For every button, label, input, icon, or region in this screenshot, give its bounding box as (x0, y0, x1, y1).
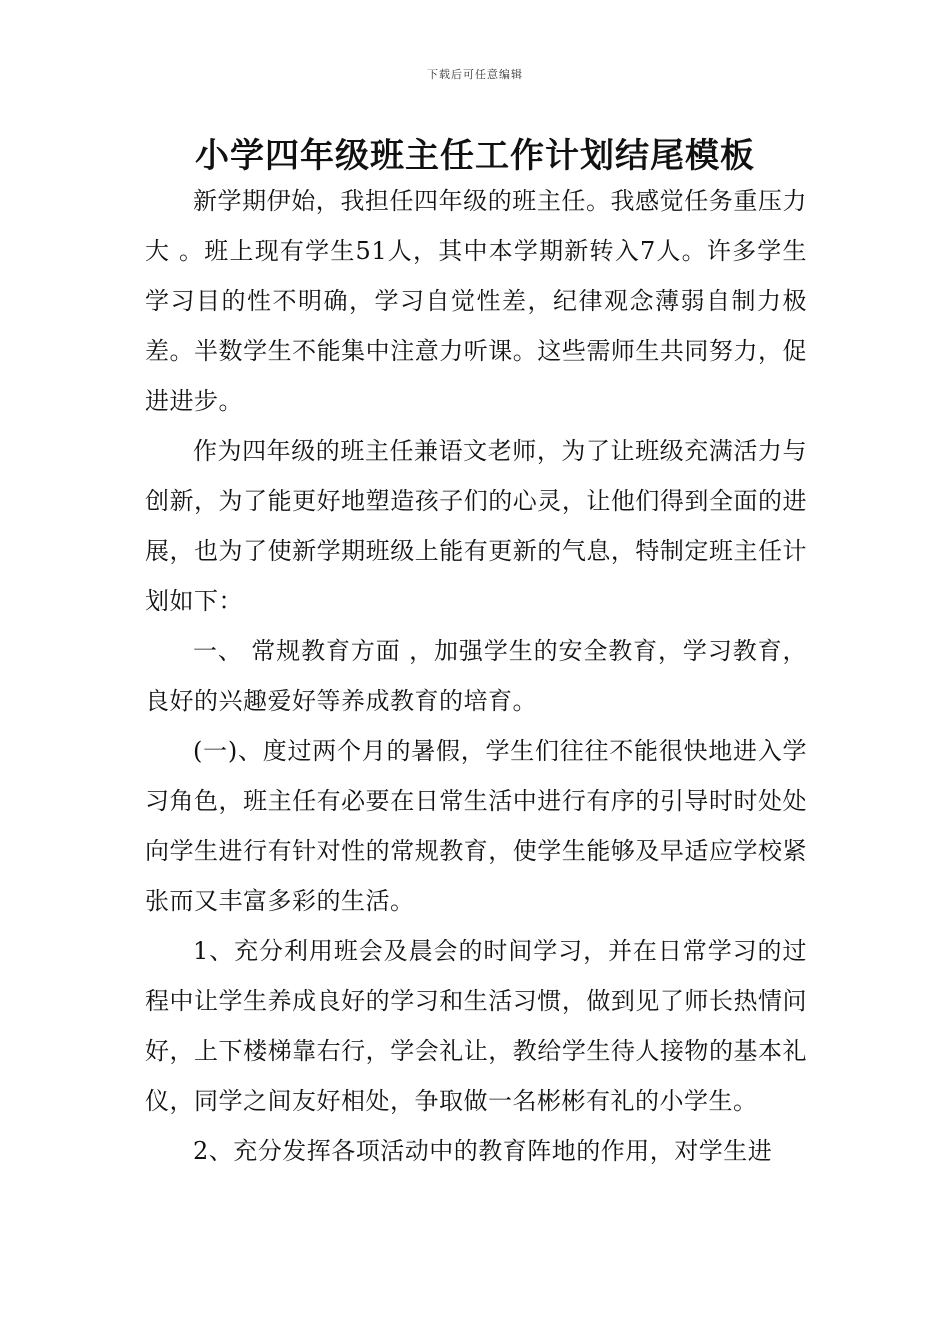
paragraph-section-one: 一、 常规教育方面 ，加强学生的安全教育，学习教育，良好的兴趣爱好等养成教育的培育。 (145, 637, 807, 715)
paragraph-item-two: 2、充分发挥各项活动中的教育阵地的作用，对学生进 (193, 1137, 773, 1165)
document-body (145, 176, 807, 1176)
paragraph-subsection-one: (一)、度过两个月的暑假，学生们往往不能很快地进入学习角色，班主任有必要在日常生活中进行有序的引导时时处处向学生进行有针对性的常规教育，使学生能够及早适应学校紧张而又丰富多彩的生活。 (145, 737, 807, 915)
paragraph-plan: 作为四年级的班主任兼语文老师，为了让班级充满活力与创新，为了能更好地塑造孩子们的心灵，让他们得到全面的进展，也为了使新学期班级上能有更新的气息，特制定班主任计划如下： (145, 437, 807, 615)
paragraph-item-one: 1、充分利用班会及晨会的时间学习，并在日常学习的过程中让学生养成良好的学习和生活习惯，做到见了师长热情问好，上下楼梯靠右行，学会礼让，教给学生待人接物的基本礼仪，同学之间友好相处，争取做一名彬彬有礼的小学生。 (145, 937, 807, 1115)
header-note: 下载后可任意编辑 (427, 68, 523, 81)
document-title: 小学四年级班主任工作计划结尾模板 (195, 136, 755, 176)
paragraph-intro: 新学期伊始，我担任四年级的班主任。我感觉任务重压力大 。班上现有学生51人，其中本学期新转入7人。许多学生学习目的性不明确，学习自觉性差，纪律观念薄弱自制力极差。半数学生不能集中注意力听课。这些需师生共同努力，促进进步。 (145, 187, 807, 415)
